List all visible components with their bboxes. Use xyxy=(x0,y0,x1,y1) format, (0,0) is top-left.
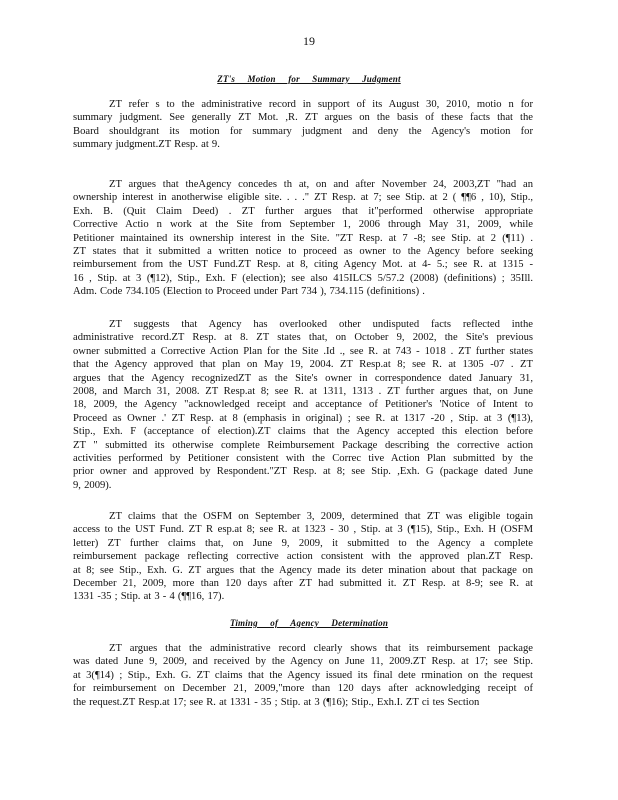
text-line: reimbursement package reflecting corrective action consistent with the approved plan.ZT Resp. xyxy=(73,551,533,563)
text-line: was dated June 9, 2009, and received by the Agency on June 11, 2009.ZT Resp. at 17; see Stip. xyxy=(73,656,533,668)
text-line: summary judgment. See generally ZT Mot. ,R. ZT argues on the basis of these facts that the xyxy=(73,112,533,124)
text-line: letter) ZT further claims that, on June 9, 2009, it submitted to the Agency a complete xyxy=(73,537,533,549)
text-line: Adm. Code 734.105 (Election to Proceed under Part 734 ), 734.115 (definitions) . xyxy=(73,286,425,298)
text-line: Petitioner maintained its ownership interest in the Site. "ZT Resp. at 7 -8; see Stip. at 2 (¶11) . xyxy=(73,232,533,244)
text-line: ZT states that it submitted a written notice to proceed as owner to the Agency before seeking xyxy=(73,246,533,258)
text-line: activities performed by Petitioner consistent with the Correc tive Action Plan submitted by the xyxy=(73,453,533,465)
text-line: ownership interest in anotherwise eligible site. . . ." ZT Resp. at 7; see Stip. at 2 ( ¶¶6 , 10), Stip., xyxy=(73,192,533,204)
text-line: Stip., Exh. F (acceptance of election).ZT claims that the Agency accepted this election before xyxy=(73,426,533,438)
text-line: Corrective Actio n work at the Site from September 1, 2006 through May 31, 2009, while xyxy=(73,219,533,231)
text-line: Board shouldgrant its motion for summary judgment and deny the Agency's motion for xyxy=(73,125,533,137)
text-line: summary judgment.ZT Resp. at 9. xyxy=(73,139,220,151)
text-line: reimbursement from the UST Fund.ZT Resp. at 8, citing Agency Mot. at 4- 5.; see R. at 1315 - xyxy=(73,259,533,271)
text-line: the request.ZT Resp.at 17; see R. at 1331 - 35 ; Stip. at 3 (¶16); Stip., Exh.I. ZT ci tes Section xyxy=(73,696,480,708)
text-line: ZT " submitted its otherwise complete Reimbursement Package describing the corrective action xyxy=(73,439,533,451)
text-line: argues that the Agency recognizedZT as the Site's owner in correspondence dated January 31, xyxy=(73,372,533,384)
text-line: 18, 2009, the Agency "acknowledged receipt and acceptance of Petitioner's 'Notice of Intent to xyxy=(73,399,533,411)
text-line: administrative record.ZT Resp. at 8. ZT states that, on October 9, 2002, the Site's previous xyxy=(73,332,533,344)
paragraph xyxy=(73,318,533,492)
text-line: prior owner and approved by Respondent."ZT Resp. at 8; see Stip. ,Exh. G (package dated June xyxy=(73,466,533,478)
paragraph xyxy=(73,98,533,152)
text-line: 16 , Stip. at 3 (¶12), Stip., Exh. F (election); see also 415ILCS 5/57.2 (2008) (definitions) ; 35Ill. xyxy=(73,272,533,284)
text-line: owner submitted a Corrective Action Plan for the Site .Id ., see R. at 743 - 1018 . ZT further states xyxy=(73,345,533,357)
paragraph xyxy=(73,178,533,299)
text-line: ZT suggests that Agency has overlooked other undisputed facts reflected inthe xyxy=(109,319,533,330)
page-number: 19 xyxy=(303,34,315,48)
paragraph xyxy=(73,510,533,604)
text-line: access to the UST Fund. ZT R esp.at 8; see R. at 1323 - 30 , Stip. at 3 (¶15), Stip., Exh. H (OSFM xyxy=(73,524,533,536)
text-line: Proceed as Owner .' ZT Resp. at 8 (emphasis in original) ; see R. at 1317 -20 , Stip. at 3 (¶13), xyxy=(73,412,533,424)
text-line: that the Agency approved that plan on May 19, 2004. ZT Resp.at 8; see R. at 1305 -07 . ZT xyxy=(73,359,533,371)
text-line: ZT claims that the OSFM on September 3, 2009, determined that ZT was eligible togain xyxy=(109,511,533,522)
text-line: 2008, and March 31, 2008. ZT Resp.at 8; see R. at 1311, 1313 . ZT further argues that, on June xyxy=(73,386,533,398)
section-heading-timing: Timing of Agency Determination xyxy=(229,618,389,628)
text-line: at 3(¶14) ; Stip., Exh. G. ZT claims that the Agency issued its final dete rmination on the request xyxy=(73,669,533,681)
text-line: ZT argues that the administrative record clearly shows that its reimbursement package xyxy=(109,643,533,654)
text-line: at 8; see Stip., Exh. G. ZT argues that the Agency made its deter mination about that package on xyxy=(73,564,533,576)
text-line: ZT refer s to the administrative record in support of its August 30, 2010, motio n for xyxy=(109,99,533,110)
text-line: for reimbursement on December 21, 2009,"more than 120 days after acknowledging receipt of xyxy=(73,683,533,695)
text-line: ZT argues that theAgency concedes th at, on and after November 24, 2003,ZT "had an xyxy=(109,179,533,190)
text-line: Exh. B. (Quit Claim Deed) . ZT further argues that it"performed otherwise appropriate xyxy=(73,205,533,217)
paragraph xyxy=(73,642,533,709)
text-line: December 21, 2009, more than 120 days after ZT had submitted it. ZT Resp. at 8-9; see R. at xyxy=(73,578,533,590)
section-heading-zt-motion: ZT's Motion for Summary Judgment xyxy=(217,74,401,84)
text-line: 1331 -35 ; Stip. at 3 - 4 (¶¶16, 17). xyxy=(73,591,225,603)
text-line: 9, 2009). xyxy=(73,479,112,491)
